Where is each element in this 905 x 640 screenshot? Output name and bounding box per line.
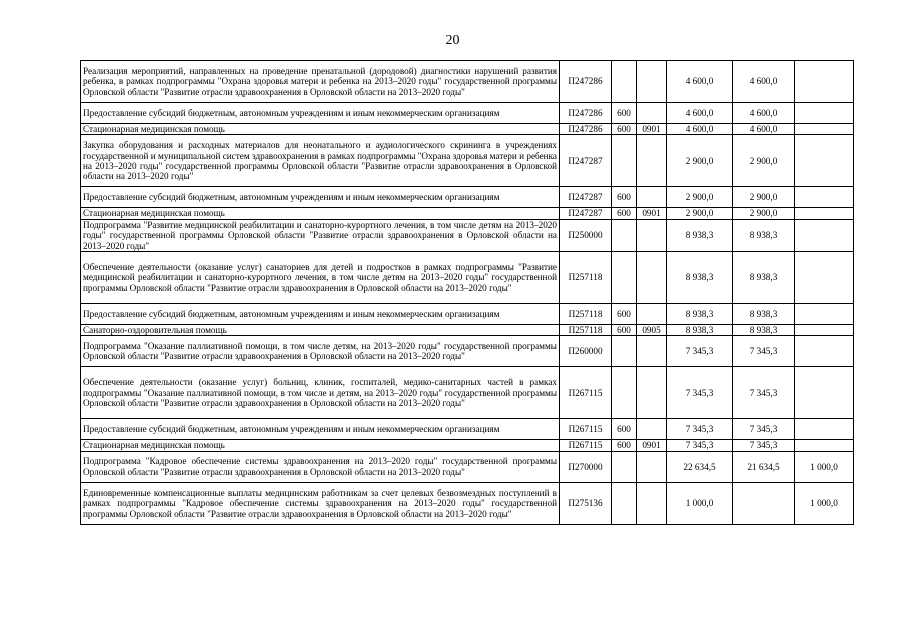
row-name: Обеспечение деятельности (оказание услуг) санаториев для детей и подростков в рамках подпрограммы "Развитие медицинской реабилитации и санаторно-курортного лечения, в том числе детям на 2013–2020 годы" государственной программы Орловской области "Развитие отрасли здравоохранения в Орловской области на 2013–2020 годы" <box>81 252 560 304</box>
row-name: Предоставление субсидий бюджетным, автономным учреждениям и иным некоммерческим организациям <box>81 103 560 124</box>
row-amount-3 <box>795 103 854 124</box>
row-name: Стационарная медицинская помощь <box>81 124 560 135</box>
row-code: П247287 <box>560 135 612 187</box>
table-body <box>81 61 854 525</box>
row-code: П267115 <box>560 367 612 419</box>
row-amount-2: 7 345,3 <box>733 367 795 419</box>
row-amount-3 <box>795 124 854 135</box>
row-amount-3 <box>795 208 854 219</box>
row-amount-3 <box>795 440 854 451</box>
row-code: П247286 <box>560 61 612 103</box>
row-amount-2: 2 900,0 <box>733 135 795 187</box>
row-amount-3 <box>795 252 854 304</box>
row-code: П250000 <box>560 219 612 251</box>
row-code: П275136 <box>560 482 612 524</box>
row-amount-total: 1 000,0 <box>667 482 733 524</box>
row-code: П247286 <box>560 124 612 135</box>
row-expense-type: 600 <box>612 124 637 135</box>
row-code: П257118 <box>560 325 612 336</box>
row-expense-type: 600 <box>612 304 637 325</box>
table-row <box>81 304 854 325</box>
row-amount-3: 1 000,0 <box>795 451 854 482</box>
row-name: Санаторно-оздоровительная помощь <box>81 325 560 336</box>
budget-table <box>80 60 854 525</box>
page-number: 20 <box>445 33 460 48</box>
row-expense-type: 600 <box>612 419 637 440</box>
row-amount-3 <box>795 61 854 103</box>
row-amount-2: 8 938,3 <box>733 304 795 325</box>
row-name: Стационарная медицинская помощь <box>81 440 560 451</box>
row-section <box>637 367 667 419</box>
row-name: Стационарная медицинская помощь <box>81 208 560 219</box>
row-code: П247286 <box>560 103 612 124</box>
table-row <box>81 419 854 440</box>
row-amount-total: 4 600,0 <box>667 61 733 103</box>
row-amount-2: 7 345,3 <box>733 440 795 451</box>
row-section <box>637 135 667 187</box>
row-section <box>637 219 667 251</box>
row-section <box>637 252 667 304</box>
table-row <box>81 124 854 135</box>
row-section <box>637 336 667 367</box>
row-name: Предоставление субсидий бюджетным, автономным учреждениям и иным некоммерческим организациям <box>81 419 560 440</box>
row-code: П257118 <box>560 304 612 325</box>
row-amount-total: 2 900,0 <box>667 187 733 208</box>
row-expense-type <box>612 451 637 482</box>
row-amount-2: 4 600,0 <box>733 103 795 124</box>
table-row <box>81 135 854 187</box>
row-section: 0905 <box>637 325 667 336</box>
row-amount-total: 8 938,3 <box>667 252 733 304</box>
row-amount-total: 22 634,5 <box>667 451 733 482</box>
row-amount-total: 2 900,0 <box>667 135 733 187</box>
row-name: Обеспечение деятельности (оказание услуг) больниц, клиник, госпиталей, медико-санитарных частей в рамках подпрограммы "Оказание паллиативной помощи, в том числе и детям, на 2013–2020 годы" государственной программы Орловской области "Развитие отрасли здравоохранения в Орловской области на 2013–2020 годы" <box>81 367 560 419</box>
row-name: Реализация мероприятий, направленных на проведение пренатальной (дородовой) диагностики нарушений развития ребенка, в рамках подпрограммы "Охрана здоровья матери и ребенка на 2013–2020 годы" государственной программы Орловской области "Развитие отрасли здравоохранения в Орловской области на 2013–2020 годы" <box>81 61 560 103</box>
row-amount-total: 7 345,3 <box>667 367 733 419</box>
row-section <box>637 451 667 482</box>
table-row <box>81 482 854 524</box>
row-amount-2: 2 900,0 <box>733 208 795 219</box>
row-amount-total: 7 345,3 <box>667 440 733 451</box>
row-section <box>637 187 667 208</box>
row-name: Единовременные компенсационные выплаты медицинским работникам за счет целевых безвозмездных поступлений в рамках подпрограммы "Кадровое обеспечение системы здравоохранения на 2013–2020 годы" государственной программы Орловской области "Развитие отрасли здравоохранения в Орловской области на 2013–2020 годы" <box>81 482 560 524</box>
row-amount-2: 21 634,5 <box>733 451 795 482</box>
row-section <box>637 304 667 325</box>
row-expense-type: 600 <box>612 325 637 336</box>
row-expense-type <box>612 135 637 187</box>
row-amount-total: 7 345,3 <box>667 419 733 440</box>
row-amount-total: 4 600,0 <box>667 103 733 124</box>
row-amount-2: 4 600,0 <box>733 61 795 103</box>
row-expense-type: 600 <box>612 208 637 219</box>
row-amount-total: 8 938,3 <box>667 219 733 251</box>
row-name: Подпрограмма "Развитие медицинской реабилитации и санаторно-курортного лечения, в том числе детям на 2013–2020 годы" государственной программы Орловской области "Развитие отрасли здравоохранения в Орловской области на 2013–2020 годы" <box>81 219 560 251</box>
row-section: 0901 <box>637 208 667 219</box>
row-expense-type <box>612 252 637 304</box>
row-expense-type: 600 <box>612 187 637 208</box>
row-code: П267115 <box>560 440 612 451</box>
row-section <box>637 103 667 124</box>
row-section <box>637 419 667 440</box>
table-row <box>81 451 854 482</box>
row-amount-total: 8 938,3 <box>667 304 733 325</box>
row-code: П247287 <box>560 208 612 219</box>
row-amount-2: 8 938,3 <box>733 325 795 336</box>
table-row <box>81 61 854 103</box>
row-amount-total: 2 900,0 <box>667 208 733 219</box>
row-amount-3 <box>795 419 854 440</box>
table-row <box>81 252 854 304</box>
table-row <box>81 187 854 208</box>
row-expense-type: 600 <box>612 440 637 451</box>
row-amount-3 <box>795 135 854 187</box>
row-amount-3 <box>795 325 854 336</box>
row-amount-total: 8 938,3 <box>667 325 733 336</box>
row-expense-type: 600 <box>612 103 637 124</box>
table-row <box>81 440 854 451</box>
row-amount-2: 8 938,3 <box>733 252 795 304</box>
row-section <box>637 482 667 524</box>
table-row <box>81 103 854 124</box>
row-name: Предоставление субсидий бюджетным, автономным учреждениям и иным некоммерческим организациям <box>81 187 560 208</box>
row-section <box>637 61 667 103</box>
row-amount-3 <box>795 336 854 367</box>
row-amount-3: 1 000,0 <box>795 482 854 524</box>
row-name: Подпрограмма "Оказание паллиативной помощи, в том числе детям, на 2013–2020 годы" государственной программы Орловской области "Развитие отрасли здравоохранения в Орловской области на 2013–2020 годы" <box>81 336 560 367</box>
row-section: 0901 <box>637 124 667 135</box>
row-amount-3 <box>795 367 854 419</box>
row-amount-3 <box>795 304 854 325</box>
row-amount-3 <box>795 219 854 251</box>
row-expense-type <box>612 219 637 251</box>
table-row <box>81 367 854 419</box>
table-row <box>81 208 854 219</box>
row-code: П247287 <box>560 187 612 208</box>
row-code: П267115 <box>560 419 612 440</box>
row-amount-2 <box>733 482 795 524</box>
row-amount-2: 7 345,3 <box>733 419 795 440</box>
row-amount-2: 4 600,0 <box>733 124 795 135</box>
row-code: П257118 <box>560 252 612 304</box>
row-amount-total: 4 600,0 <box>667 124 733 135</box>
row-expense-type <box>612 336 637 367</box>
row-expense-type <box>612 482 637 524</box>
row-expense-type <box>612 61 637 103</box>
row-section: 0901 <box>637 440 667 451</box>
table-row <box>81 336 854 367</box>
table-row <box>81 325 854 336</box>
row-code: П260000 <box>560 336 612 367</box>
row-code: П270000 <box>560 451 612 482</box>
row-expense-type <box>612 367 637 419</box>
row-name: Подпрограмма "Кадровое обеспечение системы здравоохранения на 2013–2020 годы" государственной программы Орловской области "Развитие отрасли здравоохранения в Орловской области на 2013–2020 годы" <box>81 451 560 482</box>
row-name: Закупка оборудования и расходных материалов для неонатального и аудиологического скрининга в учреждениях государственной и муниципальной систем здравоохранения в рамках подпрограммы "Охрана здоровья матери и ребенка на 2013–2020 годы" государственной программы Орловской области "Развитие отрасли здравоохранения в Орловской области на 2013–2020 годы" <box>81 135 560 187</box>
row-amount-total: 7 345,3 <box>667 336 733 367</box>
row-amount-3 <box>795 187 854 208</box>
table-row <box>81 219 854 251</box>
row-amount-2: 7 345,3 <box>733 336 795 367</box>
row-name: Предоставление субсидий бюджетным, автономным учреждениям и иным некоммерческим организациям <box>81 304 560 325</box>
row-amount-2: 2 900,0 <box>733 187 795 208</box>
row-amount-2: 8 938,3 <box>733 219 795 251</box>
